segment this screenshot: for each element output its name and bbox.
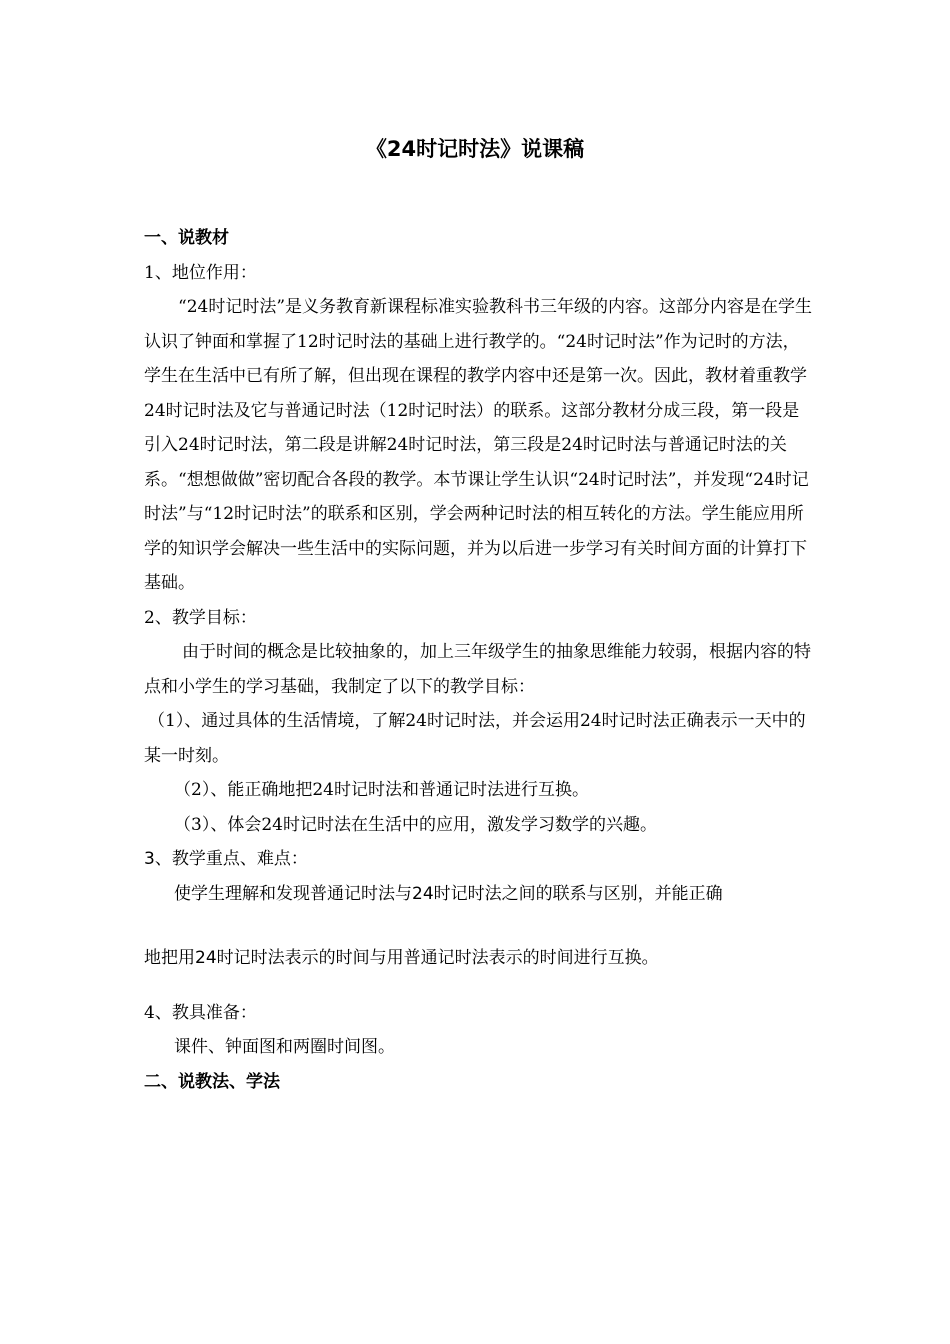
paragraph-position-role: “24时记时法”是义务教育新课程标准实验教科书三年级的内容。这部分内容是在学生认识了钟面和掌握了12时记时法的基础上进行教学的。“24时记时法”作为记时的方法，学生在生活中已有所了解，但出现在课程的教学内容中还是第一次。因此，教材着重教学24时记时法及它与普通记时法（12时记时法）的联系。这部分教材分成三段，第一段是引入24时记时法，第二段是讲解24时记时法，第三段是24时记时法与普通记时法的关系。“想想做做”密切配合各段的教学。本节课让学生认识“24时记时法”，并发现“24时记时法”与“12时记时法”的联系和区别，学会两种记时法的相互转化的方法。学生能应用所学的知识学会解决一些生活中的实际问题，并为以后进一步学习有关时间方面的计算打下基础。: [144, 297, 813, 593]
section-heading-teaching-material: 一、说教材: [144, 228, 229, 248]
document-body: [144, 221, 812, 1099]
goal-item-2: （2）、能正确地把24时记时法和普通记时法进行互换。: [174, 780, 589, 800]
subheading-position-role: 1、地位作用：: [144, 262, 257, 283]
section-heading-methods: 二、说教法、学法: [144, 1071, 280, 1092]
paragraph-teaching-goals: 由于时间的概念是比较抽象的，加上三年级学生的抽象思维能力较弱，根据内容的特点和小学生的学习基础，我制定了以下的教学目标：: [144, 642, 811, 697]
goal-item-1: （1）、通过具体的生活情境，了解24时记时法，并会运用24时记时法正确表示一天中的某一时刻。: [144, 711, 806, 766]
subheading-key-points: 3、教学重点、难点：: [144, 849, 308, 869]
key-points-line-1: 使学生理解和发现普通记时法与24时记时法之间的联系与区别，并能正确: [174, 883, 723, 904]
paragraph-teaching-aids: 课件、钟面图和两圈时间图。: [174, 1037, 395, 1057]
key-points-line-2: 地把用24时记时法表示的时间与用普通记时法表示的时间进行互换。: [144, 948, 659, 968]
subheading-teaching-aids: 4、教具准备：: [144, 1002, 257, 1023]
document-title: 《24时记时法》说课稿: [365, 137, 585, 161]
goal-item-3: （3）、体会24时记时法在生活中的应用，激发学习数学的兴趣。: [174, 814, 657, 835]
subheading-teaching-goals: 2、教学目标：: [144, 607, 257, 628]
